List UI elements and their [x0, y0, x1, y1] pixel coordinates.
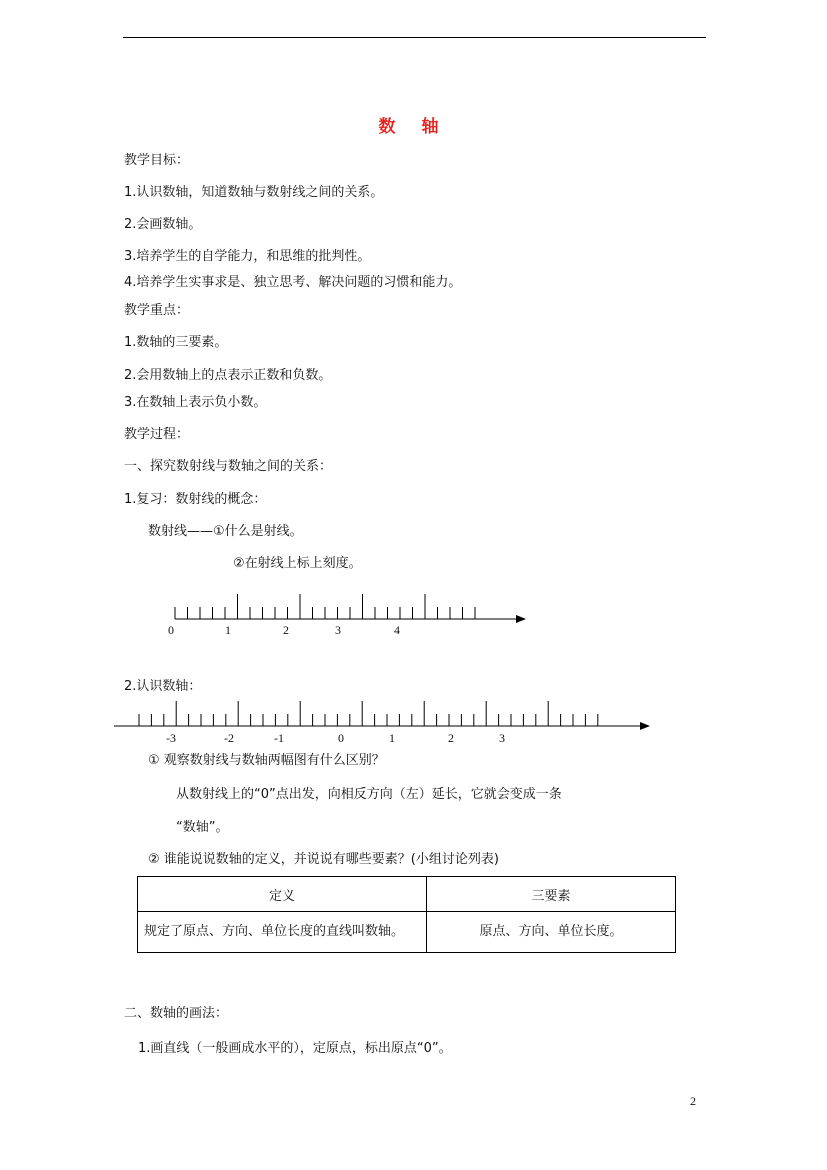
goal-3: 3.培养学生的自学能力，和思维的批判性。 — [124, 249, 371, 264]
page-number: 2 — [690, 1094, 696, 1108]
ray-question-2: ②在射线上标上刻度。 — [233, 556, 362, 571]
axis-tick-label: -1 — [274, 731, 284, 745]
key-3: 3.在数轴上表示负小数。 — [124, 395, 267, 410]
page-title: 数 轴 — [378, 117, 449, 137]
ray-tick-label: 3 — [335, 623, 341, 637]
header-rule — [123, 37, 706, 38]
review-line: 1.复习：数射线的概念： — [124, 492, 267, 507]
axis-tick-label: 0 — [338, 731, 344, 745]
observe-answer-2: “数轴”。 — [176, 820, 229, 835]
table-header-definition: 定义 — [138, 877, 427, 912]
process-heading: 教学过程： — [124, 427, 190, 442]
axis-tick-label: 3 — [499, 731, 505, 745]
goal-1: 1.认识数轴，知道数轴与数射线之间的关系。 — [124, 185, 384, 200]
know-axis-line: 2.认识数轴： — [124, 679, 202, 694]
definition-table — [137, 876, 676, 953]
goal-4: 4.培养学生实事求是、独立思考、解决问题的习惯和能力。 — [124, 275, 462, 290]
ray-tick-label: 4 — [394, 623, 400, 637]
axis-tick-label: 2 — [448, 731, 454, 745]
table-header-elements: 三要素 — [427, 877, 676, 912]
observe-answer-1: 从数射线上的“0”点出发，向相反方向（左）延长，它就会变成一条 — [176, 787, 562, 802]
table-cell-elements: 原点、方向、单位长度。 — [427, 912, 676, 953]
axis-tick-label: 1 — [389, 731, 395, 745]
goal-2: 2.会画数轴。 — [124, 217, 202, 232]
ray-question-1: 数射线——①什么是射线。 — [148, 524, 303, 539]
axis-tick-label: -2 — [224, 731, 234, 745]
key-1: 1.数轴的三要素。 — [124, 335, 228, 350]
key-2: 2.会用数轴上的点表示正数和负数。 — [124, 368, 332, 383]
draw-step-1: 1.画直线（一般画成水平的），定原点，标出原点“0”。 — [138, 1041, 452, 1056]
axis-arrow — [640, 722, 650, 730]
ray-tick-label: 0 — [168, 623, 174, 637]
ray-tick-label: 1 — [225, 623, 231, 637]
table-cell-definition: 规定了原点、方向、单位长度的直线叫数轴。 — [138, 912, 427, 953]
goals-heading: 教学目标： — [124, 153, 190, 168]
section-1-heading: 一、探究数射线与数轴之间的关系： — [124, 459, 333, 474]
section-2-heading: 二、数轴的画法： — [124, 1006, 229, 1021]
observe-question: ① 观察数射线与数轴两幅图有什么区别？ — [148, 753, 385, 768]
axis-tick-label: -3 — [166, 731, 176, 745]
key-heading: 教学重点： — [124, 303, 190, 318]
ray-arrow — [516, 615, 526, 623]
definition-question: ② 谁能说说数轴的定义，并说说有哪些要素？(小组讨论列表) — [148, 852, 499, 867]
ray-tick-label: 2 — [283, 623, 289, 637]
